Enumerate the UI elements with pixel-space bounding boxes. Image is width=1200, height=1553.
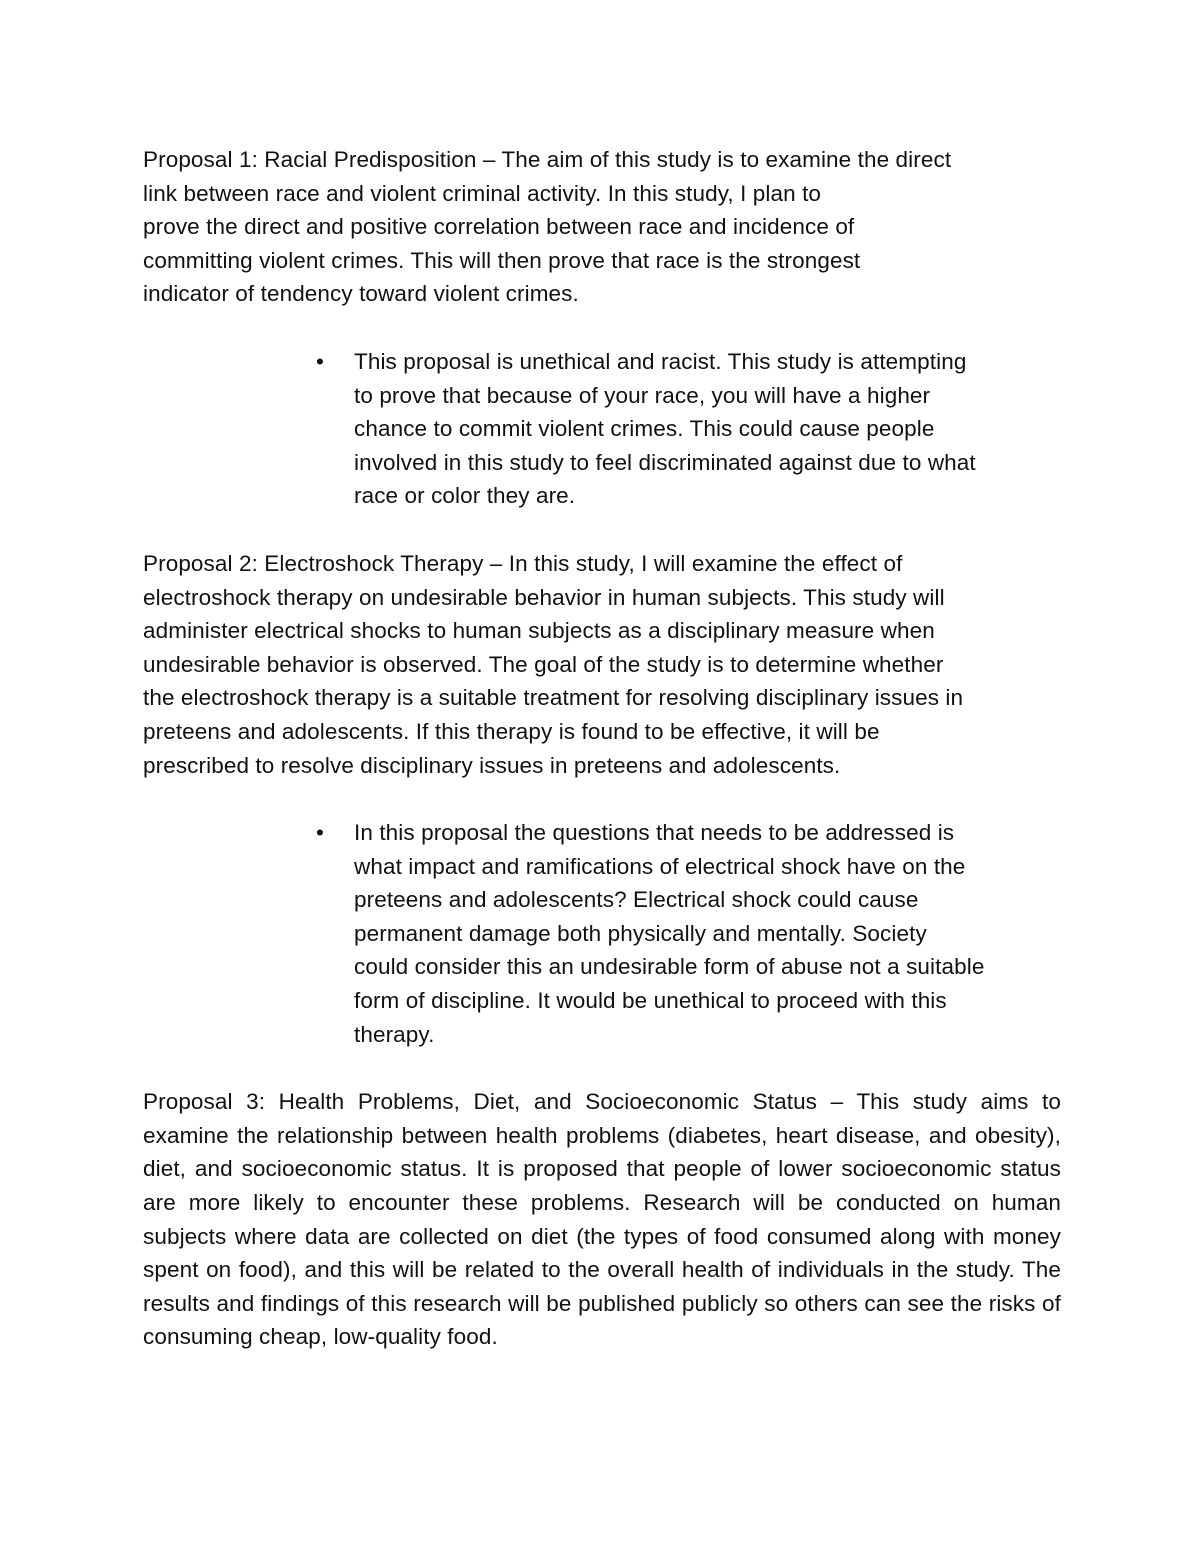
bullet-icon: • [316, 348, 324, 374]
spacer [143, 311, 1061, 345]
proposal-1-response-line: race or color they are. [354, 483, 576, 509]
proposal-1-paragraph [143, 143, 1061, 311]
proposal-2-line: prescribed to resolve disciplinary issues in preteens and adolescents. [143, 752, 841, 778]
proposal-2-response-line: In this proposal the questions that needs to be addressed is [354, 820, 955, 846]
proposal-2-line: administer electrical shocks to human subjects as a disciplinary measure when [143, 618, 935, 644]
proposal-3-paragraph: Proposal 3: Health Problems, Diet, and Socioeconomic Status – This study aims to examine the relationship between health problems (diabetes, heart disease, and obesity), diet, and socioeconomic status. It is proposed that people of lower socioeconomic status are more likely to encounter these problems. Research will be conducted on human subjects where data are collected on diet (the types of food consumed along with money spent on food), and this will be related to the overall health of individuals in the study. The results and findings of this research will be published publicly so others can see the risks of consuming cheap, low-quality food. [143, 1089, 1061, 1350]
proposal-1-response-line: involved in this study to feel discriminated against due to what [354, 449, 976, 475]
proposal-1-line: committing violent crimes. This will then prove that race is the strongest [143, 247, 861, 273]
proposal-2-line: the electroshock therapy is a suitable treatment for resolving disciplinary issues in [143, 685, 964, 711]
proposal-1-line: prove the direct and positive correlation between race and incidence of [143, 214, 855, 240]
proposal-2-paragraph [143, 547, 1061, 782]
proposal-2-line: preteens and adolescents. If this therapy is found to be effective, it will be [143, 718, 880, 744]
proposal-2-line: electroshock therapy on undesirable behavior in human subjects. This study will [143, 584, 945, 610]
proposal-1-line: link between race and violent criminal activity. In this study, I plan to [143, 180, 822, 206]
proposal-1-response-line: to prove that because of your race, you will have a higher [354, 382, 931, 408]
proposal-2-line: undesirable behavior is observed. The goal of the study is to determine whether [143, 651, 944, 677]
proposal-2-response-line: what impact and ramifications of electrical shock have on the [354, 853, 966, 879]
proposal-1-response-line: chance to commit violent crimes. This could cause people [354, 416, 935, 442]
proposal-2-response-line: preteens and adolescents? Electrical shock could cause [354, 887, 919, 913]
proposal-1-line: Proposal 1: Racial Predisposition – The aim of this study is to examine the direct [143, 147, 952, 172]
bullet-icon: • [316, 820, 324, 846]
proposal-1-line: indicator of tendency toward violent crimes. [143, 281, 579, 307]
proposal-2-response-line: permanent damage both physically and mentally. Society [354, 920, 927, 946]
proposal-2-response-line: therapy. [354, 1021, 435, 1047]
proposal-2-response-line: form of discipline. It would be unethical to proceed with this [354, 988, 947, 1014]
proposal-2-response-bullet [316, 816, 1051, 1051]
proposal-1-response-line: This proposal is unethical and racist. This study is attempting [354, 348, 967, 374]
spacer [143, 782, 1061, 816]
spacer [143, 513, 1061, 547]
proposal-1-response-bullet [316, 345, 1051, 513]
proposal-2-response-line: could consider this an undesirable form of abuse not a suitable [354, 954, 985, 980]
spacer [143, 1051, 1061, 1085]
proposal-2-line: Proposal 2: Electroshock Therapy – In this study, I will examine the effect of [143, 550, 903, 576]
document-body [143, 143, 1061, 1354]
